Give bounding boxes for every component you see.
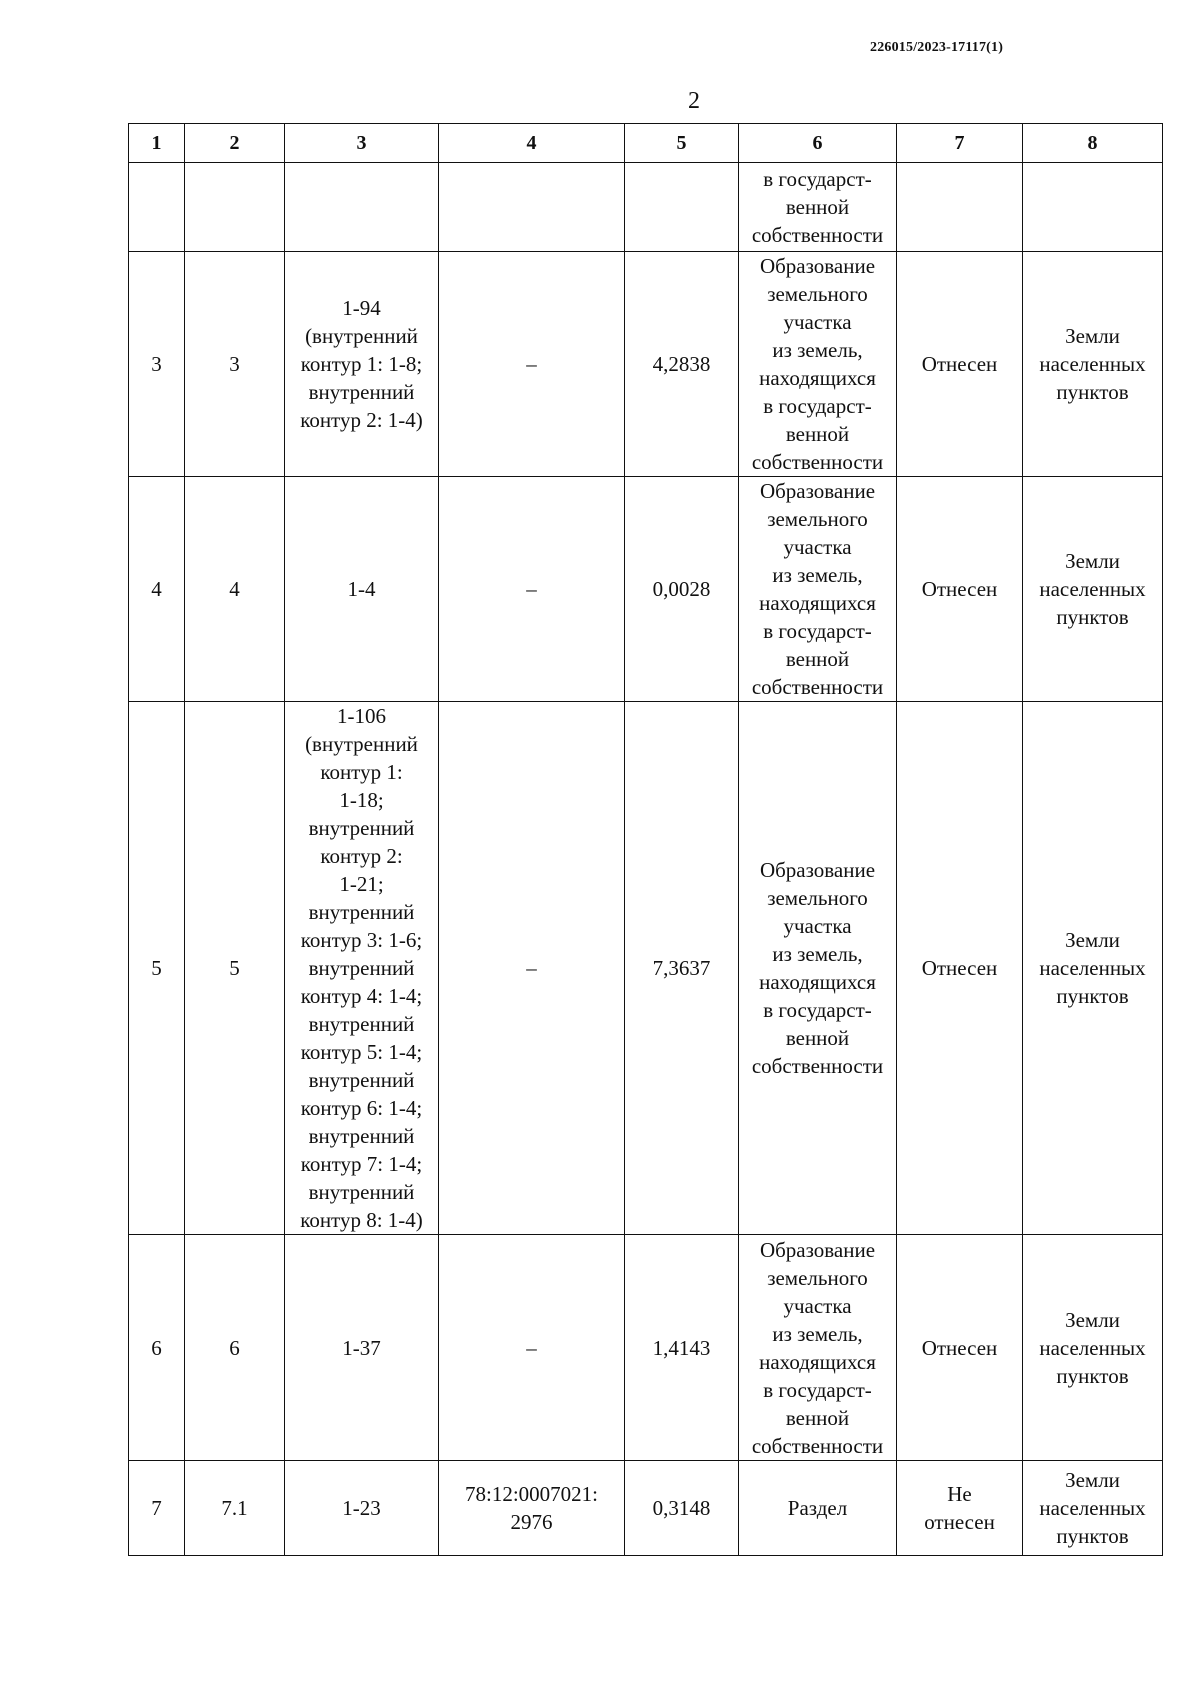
table-row bbox=[129, 477, 1163, 702]
table-cell-cadastral: – bbox=[439, 477, 625, 702]
table-cell-status: Отнесен bbox=[897, 1235, 1023, 1461]
table-cell-number: 6 bbox=[129, 1235, 185, 1461]
header-col-6: 6 bbox=[739, 124, 897, 163]
table-cell-points: 1-94 (внутренний контур 1: 1-8; внутренний контур 2: 1-4) bbox=[285, 252, 439, 477]
table-cell-area: 7,3637 bbox=[625, 702, 739, 1235]
table-cell-points: 1-37 bbox=[285, 1235, 439, 1461]
table-cell bbox=[129, 163, 185, 252]
table-cell-cadastral: 78:12:0007021: 2976 bbox=[439, 1461, 625, 1556]
table-cell-cadastral: – bbox=[439, 702, 625, 1235]
header-col-3: 3 bbox=[285, 124, 439, 163]
table-cell-area: 0,3148 bbox=[625, 1461, 739, 1556]
header-col-4: 4 bbox=[439, 124, 625, 163]
table-row bbox=[129, 252, 1163, 477]
table-cell-plot-number: 6 bbox=[185, 1235, 285, 1461]
table-cell-status: Отнесен bbox=[897, 477, 1023, 702]
table-cell-category: Земли населенных пунктов bbox=[1023, 1461, 1163, 1556]
header-col-8: 8 bbox=[1023, 124, 1163, 163]
table-cell-purpose: в государст- венной собственности bbox=[739, 163, 897, 252]
table-cell-points: 1-106 (внутренний контур 1: 1-18; внутренний контур 2: 1-21; внутренний контур 3: 1-6; внутренний контур 4: 1-4; внутренний контур 5: 1-4; внутренний контур 6: 1-4; внутренний контур 7: 1-4; внутренний контур 8: 1-4) bbox=[285, 702, 439, 1235]
page-number: 2 bbox=[688, 88, 700, 114]
table-cell bbox=[439, 163, 625, 252]
table-cell-category: Земли населенных пунктов bbox=[1023, 252, 1163, 477]
table-cell-plot-number: 3 bbox=[185, 252, 285, 477]
table-cell-area: 1,4143 bbox=[625, 1235, 739, 1461]
table-cell-number: 5 bbox=[129, 702, 185, 1235]
table-cell-cadastral: – bbox=[439, 252, 625, 477]
continuation-row bbox=[129, 163, 1163, 252]
header-row bbox=[129, 124, 1163, 163]
table-row bbox=[129, 702, 1163, 1235]
table-cell-plot-number: 5 bbox=[185, 702, 285, 1235]
table-cell-status: Отнесен bbox=[897, 252, 1023, 477]
table-row bbox=[129, 1235, 1163, 1461]
table-cell bbox=[897, 163, 1023, 252]
table-cell-purpose: Образование земельного участка из земель, находящихся в государст- венной собственности bbox=[739, 1235, 897, 1461]
table-cell-status: Отнесен bbox=[897, 702, 1023, 1235]
table-cell-points: 1-4 bbox=[285, 477, 439, 702]
table-cell-status: Не отнесен bbox=[897, 1461, 1023, 1556]
table-cell-purpose: Образование земельного участка из земель, находящихся в государст- венной собственности bbox=[739, 252, 897, 477]
table-row bbox=[129, 1461, 1163, 1556]
table-cell bbox=[185, 163, 285, 252]
table-cell-number: 3 bbox=[129, 252, 185, 477]
table-cell-area: 0,0028 bbox=[625, 477, 739, 702]
table-cell-points: 1-23 bbox=[285, 1461, 439, 1556]
table-cell bbox=[1023, 163, 1163, 252]
table-cell-plot-number: 7.1 bbox=[185, 1461, 285, 1556]
table-cell-plot-number: 4 bbox=[185, 477, 285, 702]
header-col-1: 1 bbox=[129, 124, 185, 163]
table-cell-area: 4,2838 bbox=[625, 252, 739, 477]
table-cell-purpose: Раздел bbox=[739, 1461, 897, 1556]
document-number: 226015/2023-17117(1) bbox=[870, 40, 1004, 55]
land-plots-table bbox=[128, 123, 1163, 1556]
table-cell-category: Земли населенных пунктов bbox=[1023, 1235, 1163, 1461]
header-col-7: 7 bbox=[897, 124, 1023, 163]
table-cell-number: 4 bbox=[129, 477, 185, 702]
header-col-2: 2 bbox=[185, 124, 285, 163]
table-cell-number: 7 bbox=[129, 1461, 185, 1556]
table-cell-purpose: Образование земельного участка из земель, находящихся в государст- венной собственности bbox=[739, 477, 897, 702]
header-col-5: 5 bbox=[625, 124, 739, 163]
table-cell-cadastral: – bbox=[439, 1235, 625, 1461]
table-cell-purpose: Образование земельного участка из земель, находящихся в государст- венной собственности bbox=[739, 702, 897, 1235]
table-cell bbox=[285, 163, 439, 252]
table-cell-category: Земли населенных пунктов bbox=[1023, 477, 1163, 702]
table-cell-category: Земли населенных пунктов bbox=[1023, 702, 1163, 1235]
table-cell bbox=[625, 163, 739, 252]
